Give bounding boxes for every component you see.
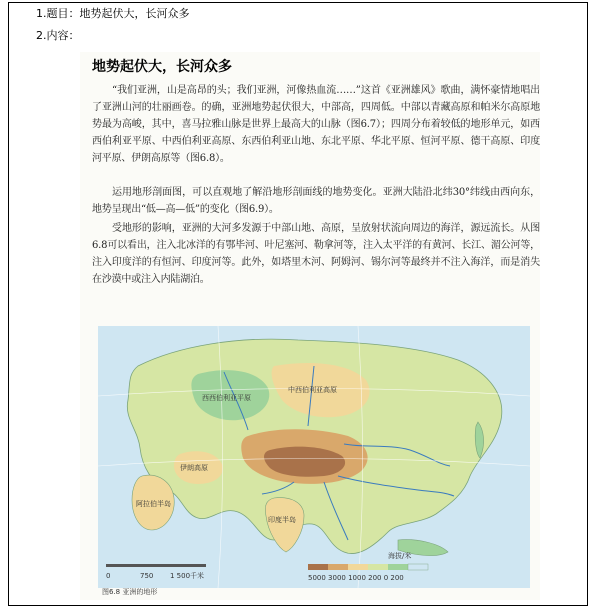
section-title: 地势起伏大，长河众多 <box>92 59 232 75</box>
content-line: 2.内容： <box>36 29 80 42</box>
legend-title: 海拔/米 <box>388 552 412 560</box>
topic-line: 1.题目：地势起伏大，长河众多 <box>36 7 190 20</box>
paragraph-2: 运用地形剖面图，可以直观地了解沿地形剖面线的地势变化。亚洲大陆沿北纬30°纬线由西向东，地势呈现出“低—高—低”的变化（图6.9）。 <box>92 187 540 215</box>
label-iran: 伊朗高原 <box>180 464 208 472</box>
label-india: 印度半岛 <box>268 516 296 524</box>
legend-swatch-plain <box>368 564 388 570</box>
scale-1500-label: 1 500千米 <box>170 572 205 580</box>
legend-values: 5000 3000 1000 200 0 200 <box>308 574 404 582</box>
scale-750-label: 750 <box>140 572 154 580</box>
legend-swatch-sea <box>408 564 428 570</box>
paragraph-1: “我们亚洲，山是高昂的头；我们亚洲，河像热血流……”这首《亚洲雄风》歌曲，满怀豪情地唱出了亚洲山河的壮丽画卷。的确，亚洲地势起伏很大，中部高，四周低。中部以青藏高原和帕米尔高原地势最为高峻，其中，喜马拉雅山脉是世界上最高大的山脉（图6.7）；四周分布着较低的地形单元，如西西伯利亚平原、中西伯利亚高原、东西伯利亚山地、东北平原、华北平原、恒河平原、德干高原、印度河平原、伊朗高原等（图6.8）。 <box>92 85 540 164</box>
legend-swatch-plateau <box>348 564 368 570</box>
map-caption: 图6.8 亚洲的地形 <box>102 588 158 596</box>
scale-zero-label: 0 <box>106 572 111 580</box>
legend-swatch-high <box>328 564 348 570</box>
label-west-siberia: 西西伯利亚平原 <box>202 394 251 402</box>
scale-bar <box>106 564 206 567</box>
paragraph-3: 受地形的影响，亚洲的大河多发源于中部山地、高原，呈放射状流向周边的海洋，源远流长。从图6.8可以看出，注入北冰洋的有鄂毕河、叶尼塞河、勒拿河等，注入太平洋的有黄河、长江、湄公河等，注入印度洋的有恒河、印度河等。此外，如塔里木河、阿姆河、锡尔河等最终并不注入海洋，而是消失在沙漠中或注入内陆湖泊。 <box>92 223 540 285</box>
asia-terrain-map <box>98 326 530 588</box>
label-central-siberia: 中西伯利亚高原 <box>288 386 337 394</box>
legend-swatch-lowland <box>388 564 408 570</box>
map-svg <box>98 326 530 588</box>
textbook-page <box>80 52 540 600</box>
label-arab: 阿拉伯半岛 <box>136 500 171 508</box>
legend-swatch-highest <box>308 564 328 570</box>
